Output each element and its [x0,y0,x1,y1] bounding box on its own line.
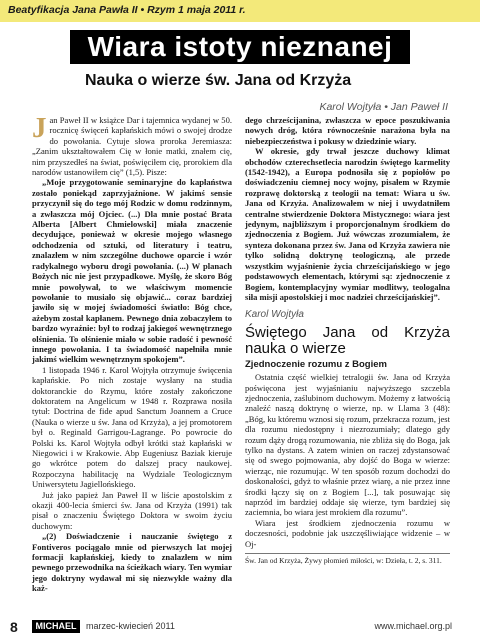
footnote: Św. Jan od Krzyża, Żywy płomień miłości, w: Dzieła, t. 2, s. 311. [245,553,450,565]
article-subtitle: Nauka o wierze św. Jana od Krzyża [85,72,352,89]
issue-banner [0,0,480,22]
paragraph: an Paweł II w książce Dar i tajemnica wydanej w 50. rocznicę święceń kapłańskich mówi o swojej drodze do powołania. Cytuje słowa proroka Jeremiasza: „Zanim ukształtowałem Cię w łonie matki, znałem cię, nim przyszedłeś na świat, poświęciłem cię, prorokiem dla narodów ustanowiłem cię” (1,5). Pisze: [32,115,232,178]
quote-paragraph: dego chrześcijanina, zwłaszcza w epoce poszukiwania nowych dróg, która równocześnie narażona była na niebezpieczeństwa i pokusy w dziedzinie wiary. [245,115,450,146]
page-number: 8 [10,619,18,635]
left-column [32,112,232,594]
drop-cap: J [32,112,47,144]
section-subheading: Zjednoczenie rozumu z Bogiem [245,358,387,370]
paragraph: 1 listopada 1946 r. Karol Wojtyła otrzymuje święcenia kapłańskie. Po nich zostaje wysłany na studia doktoranckie do Rzymu, które zostały zakończone doktoratem na Angelicum w 1948 r. Rozprawa nosiła tytuł: Doctrina de fide apud Sanctum Joannem a Cruce (Nauka o wierze u św. Jana od Krzyża), a jej promotorem był o. Reginald Garrigou-Lagrange. Po powrocie do Polski ks. Karol Wojtyła odbył krótki staż kapłański w Niegowici i w Krakowie. Abp Eugeniusz Baziak kieruje go wkrótce potem do dalszej pracy naukowej. Rozpoczyna habilitację na Wydziale Teologicznym Uniwersytetu Jagiellońskiego. [32,364,232,490]
website-url: www.michael.org.pl [374,621,452,631]
article-author: Karol Wojtyła • Jan Paweł II [319,101,448,113]
paragraph: Już jako papież Jan Paweł II w liście apostolskim z okazji 400-lecia śmierci św. Jana od Krzyża (1991) tak pisał o znaczeniu Świętego Doktora w swoim życiu duchowym: [32,489,232,531]
quote-paragraph: „Moje przygotowanie seminaryjne do kapłaństwa zostało poniekąd zaprzyjaźnione. W jakimś sensie przyczynił się do tego mój Rodzic w domu rodzinnym, a zwłaszcza mój Ojciec. (...) Dla mnie postać Brata Alberta [Albert Chmielowski] miała znaczenie decydujące, ponieważ w okresie mojego własnego odchodzenia od sztuki, od literatury i teatru, znalazłem w nim szczególne duchowe oparcie i wzór radykalnego wyboru drogi powołania. (...) W planach Bożych nic nie jest przypadkowe. Myślę, że skoro Bóg mnie powoływał, to we właściwym momencie powołanie to musiało się objawić... coraz bardziej jawiło się w mojej świadomości światło: Bóg chce, ażebym został kapłanem. Pewnego dnia zobaczyłem to bardzo wyraźnie: był to rodzaj jakiegoś wewnętrznego olśnienia. To olśnienie miało w sobie radość i pewność innego powołania. I ta świadomość napełniła mnie jakimś wielkim wewnętrznym spokojem”. [32,177,232,365]
banner-text: Beatyfikacja Jana Pawła II • Rzym 1 maja 2011 r. [8,4,246,16]
quote-paragraph: „(2) Doświadczenie i nauczanie świętego z Fontiveros pociągało mnie od pierwszych lat mojej formacji kapłańskiej, kiedy to znalazłem w nim pewnego przewodnika na ścieżkach wiary. Ten wymiar jego doktryny wydawał mi się niezwykle ważny dla każ- [32,531,232,594]
magazine-logo: MICHAEL [32,620,80,633]
section-heading: Świętego Jana od Krzyża nauka o wierze [245,323,450,357]
page-footer [0,612,480,642]
quote-paragraph: W okresie, gdy trwał jeszcze duchowy klimat obchodów czterechsetlecia narodzin świętego karmelity (1542-1942), a Europa podnosiła się z popiołów po doświadczeniu ciemnej nocy wojny, pisałem w Rzymie rozprawę doktorską z teologii na temat: Wiara u św. Jana od Krzyża. Analizowałem w niej i uwydatniłem centralne stwierdzenie Doktora Mistycznego: wiara jest jedynym, najbliższym i proporcjonalnym środkiem do zjednoczenia z Bogiem. Już wówczas zrozumiałem, że synteza dokonana przez św. Jana od Krzyża zawiera nie tylko solidną doktrynę teologiczną, ale przede wszystkim wyjaśnienie życia chrześcijańskiego w jego podstawowych elementach, którymi są: zjednoczenie z Bogiem, kontemplacyjny wymiar modlitwy, teologalna siła misji apostolskiej i moc nadziei chrześcijańskiej”. [245,146,450,302]
paragraph: Ostatnia część wielkiej tetralogii św. Jana od Krzyża poświęcona jest wyjaśnianiu najwyższego szczebla zjednoczenia, zaślubinom duchowym. Możemy z łatwością znaleźć naszą doktrynę o wierze, np. w Llama 3 (48): „Bóg, ku któremu wznosi się rozum, przekracza rozum, jest dla rozumu niedostępny i niezrozumiały; dlatego gdy rozum dąży drogą rozumowania, nie zbliża się do Boga, jak tylko na dystans. A zatem winien on raczej zdystansować się od swego pojmowania, aby dojść do Boga w wierze: wierząc, nie rozumując. W ten sposób rozum dochodzi do doskonałości, gdyż to właśnie przez wiarę, a nie przez inne środki łączy się on z Bogiem [...], tak posuwając się naprzód im bardziej oddaje się wierze, tym bardziej się zaciemnia, bo wiara jest mrokiem dla rozumu”. [245,372,450,518]
section-author: Karol Wojtyła [245,309,304,321]
right-column [245,115,450,565]
paragraph: Wiara jest środkiem zjednoczenia rozumu w doczesności, podobnie jak uszczęśliwiające widzenie – w Oj- [245,517,450,549]
article-title: Wiara istoty nieznanej [70,30,410,64]
issue-date: marzec-kwiecień 2011 [86,621,175,631]
